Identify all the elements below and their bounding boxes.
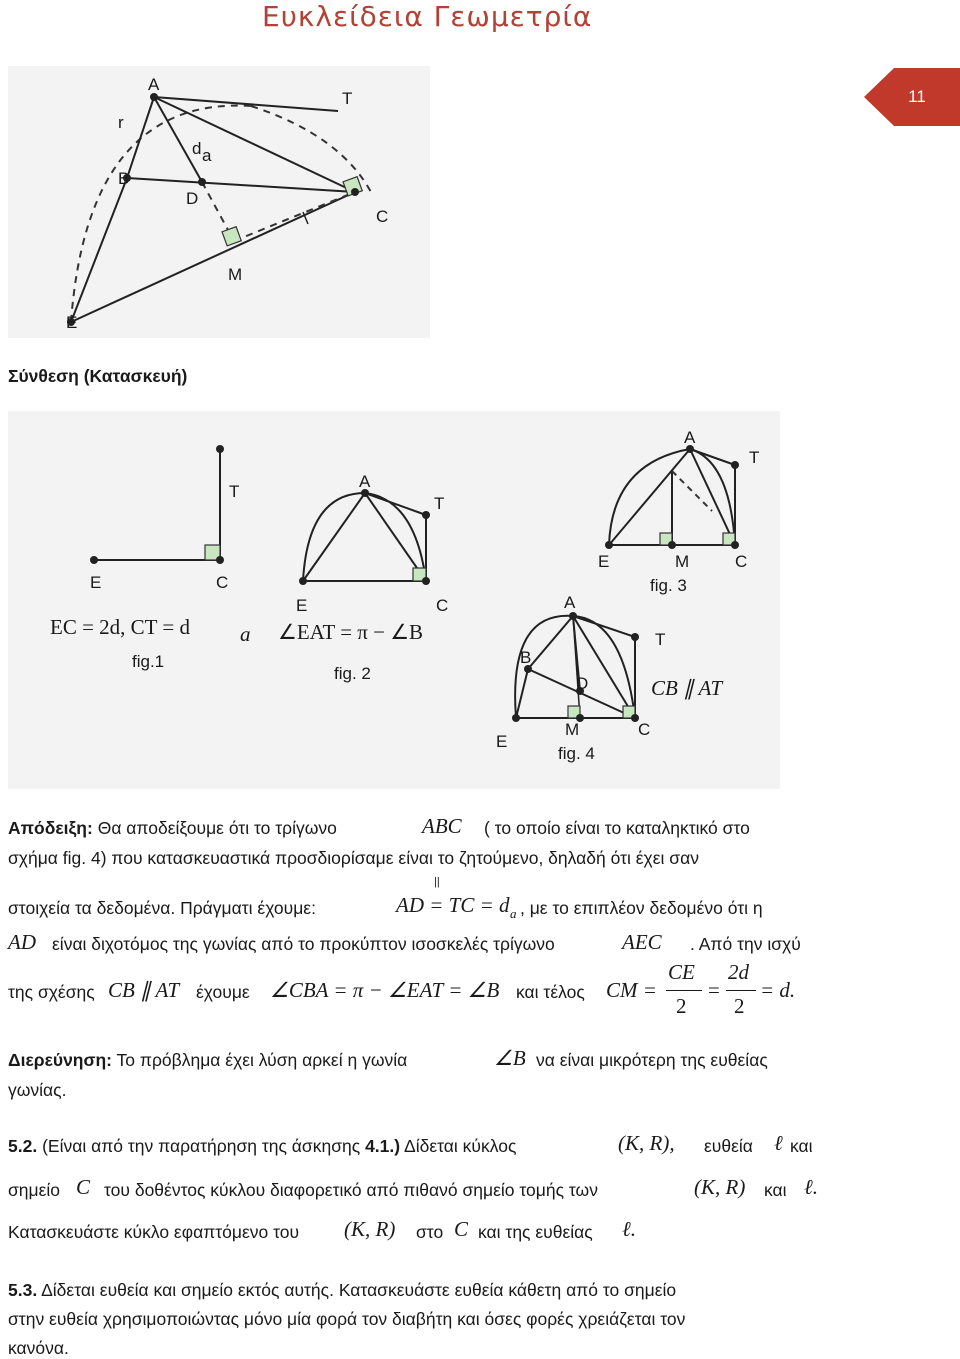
section-heading: Σύνθεση (Κατασκευή) (8, 366, 188, 386)
fig4-label-A: A (564, 593, 576, 612)
fig3-label-A: A (684, 428, 696, 447)
fraction2-bar (726, 990, 756, 991)
construction-figures (8, 411, 780, 789)
label-da-sub: a (202, 146, 212, 165)
ex52-text6: του δοθέντος κύκλου διαφορετικό από πιθανό σημείο τομής των (104, 1180, 598, 1200)
page-number: 11 (908, 87, 926, 106)
proof-label: Απόδειξη: (8, 818, 93, 838)
proof-line4-math: AD (8, 930, 36, 954)
ex52-text2: Δίδεται κύκλος (404, 1136, 517, 1156)
ex53-text1: Δίδεται ευθεία και σημείο εκτός αυτής. Κατασκευάστε ευθεία κάθετη από το σημείο (41, 1280, 677, 1300)
fraction1-denominator: 2 (676, 994, 687, 1018)
proof-line3-math: AD = TC = d (396, 893, 510, 917)
fig4-point-A (569, 612, 577, 620)
fig3-point-M (668, 541, 676, 549)
proof-line1-a: Θα αποδείξουμε ότι το τρίγωνο (97, 818, 337, 838)
fraction2-numerator: 2d (728, 960, 749, 984)
equals-sign: = (708, 978, 720, 1002)
label-A: A (148, 75, 160, 94)
fig1-formula: EC = 2d, CT = d (50, 615, 190, 639)
fig4-caption: fig. 4 (558, 744, 595, 763)
fig2-formula: ∠EAT = π − ∠B (278, 620, 424, 644)
fig3-label-E: E (598, 552, 610, 571)
proof-line5-end: = d. (760, 978, 796, 1002)
proof-line5-math: CB ∥ AT (108, 978, 180, 1002)
proof-parallel-mark: || (434, 876, 440, 888)
segment-AC (154, 97, 355, 192)
fig1-formula-sub: a (240, 622, 251, 646)
fig2-point-E (299, 577, 307, 585)
label-T: T (342, 89, 353, 108)
fig4-label-B: B (520, 648, 532, 667)
fig3-point-C (731, 541, 739, 549)
proof-line2: σχήμα fig. 4) που κατασκευαστικά προσδιορίσαμε είναι το ζητούμενο, δηλαδή ότι έχει σαν (8, 848, 699, 868)
label-M: M (228, 265, 243, 284)
page-header-title: Ευκλείδεια Γεωμετρία (262, 0, 593, 33)
ex53-text2: στην ευθεία χρησιμοποιώντας μόνο μία φορά τον διαβήτη και όσες φορές χρειάζεται τον (8, 1309, 686, 1329)
fig4-segment-AB (528, 616, 573, 669)
discussion-math: ∠B (494, 1046, 526, 1070)
proof-line4-math2: AEC (622, 930, 662, 954)
segment-MC (234, 192, 355, 241)
discussion-text3: γωνίας. (8, 1080, 67, 1100)
fig4-label-M: M (565, 720, 580, 739)
fig3-label-M: M (675, 552, 690, 571)
ex52-text8: Κατασκευάστε κύκλο εφαπτόμενο του (8, 1222, 300, 1242)
ex52-math5: ℓ. (804, 1175, 818, 1199)
ex52-text4: και (790, 1136, 813, 1156)
fig1-point-C (216, 556, 224, 564)
segment-AT (154, 97, 338, 111)
fig1-point-E (90, 556, 98, 564)
fig1-label-C: C (216, 573, 229, 592)
point-A (150, 93, 158, 101)
discussion-text2: να είναι μικρότερη της ευθείας (536, 1050, 768, 1070)
label-E: E (66, 313, 78, 332)
label-r: r (118, 113, 124, 132)
ex52-text3: ευθεία (704, 1136, 753, 1156)
fig2-point-C (422, 577, 430, 585)
point-C (351, 188, 359, 196)
fig4-label-T: T (655, 630, 666, 649)
proof-line3-b: , με το επιπλέον δεδομένο ότι η (520, 898, 763, 918)
ex52-math6: (K, R) (344, 1217, 396, 1241)
fig3-label-T: T (749, 448, 760, 467)
fig4-formula: CB ∥ AT (651, 676, 723, 700)
fig4-segment-BE (516, 669, 528, 718)
ex52-text7: και (764, 1180, 787, 1200)
discussion-text1: Το πρόβλημα έχει λύση αρκεί η γωνία (116, 1050, 408, 1070)
fig4-label-C: C (638, 720, 651, 739)
ex53-text3: κανόνα. (8, 1338, 69, 1358)
segment-BC (127, 178, 355, 192)
ex52-text9: στο (416, 1222, 444, 1242)
fig2-label-A: A (359, 472, 371, 491)
circle-arc-left (71, 106, 251, 322)
fig2-arc (303, 493, 426, 581)
proof-line1-b: ( το οποίο είναι το καταληκτικό στο (484, 818, 750, 838)
fig2-segment-AT (365, 493, 426, 515)
fig3-label-C: C (735, 552, 748, 571)
fig1-label-T: T (229, 482, 240, 501)
top-figure-drawing (8, 66, 430, 338)
proof-line5-c: και τέλος (516, 982, 585, 1002)
ex53-number: 5.3. (8, 1280, 38, 1300)
fig3-dashed-line (672, 471, 712, 511)
discussion-label: Διερεύνηση: (8, 1050, 112, 1070)
ex52-math2: ℓ (774, 1131, 783, 1155)
fig4-point-T (631, 633, 639, 641)
ex52-math1: (K, R), (618, 1131, 675, 1155)
fig4-segment-AM (573, 616, 580, 718)
right-angle-marker-M (222, 227, 241, 246)
fig4-point-E (512, 714, 520, 722)
fig2-point-T (422, 511, 430, 519)
fig2-label-E: E (296, 596, 308, 615)
ex52-text5: σημείο (8, 1180, 61, 1200)
ex52-reference: 4.1.) (365, 1136, 401, 1156)
fig4-label-D: D (576, 674, 589, 693)
proof-line4-a: είναι διχοτόμος της γωνίας από το προκύπτον ισοσκελές τρίγωνο (52, 934, 555, 954)
proof-line5-b: έχουμε (196, 982, 250, 1002)
fig4-label-E: E (496, 732, 508, 751)
proof-line1-math: ABC (422, 814, 462, 838)
construction-figures-drawing (8, 411, 780, 789)
proof-line3-sub: a (510, 906, 517, 921)
fig1-caption: fig.1 (132, 652, 165, 671)
fig2-label-C: C (436, 596, 449, 615)
ex52-number: 5.2. (8, 1136, 38, 1156)
ex52-text10: και της ευθείας (478, 1222, 593, 1242)
ex52-math4: (K, R) (694, 1175, 746, 1199)
fraction1-numerator: CE (668, 960, 695, 984)
fig2-label-T: T (434, 494, 445, 513)
label-B: B (118, 169, 130, 188)
ex52-math7: C (454, 1217, 469, 1241)
fig3-point-T (731, 461, 739, 469)
proof-line5-math2: ∠CBA = π − ∠EAT = ∠B (270, 978, 500, 1002)
fig3-point-E (605, 541, 613, 549)
proof-line3-a: στοιχεία τα δεδομένα. Πράγματι έχουμε: (8, 898, 316, 918)
proof-line5-a: της σχέσης (8, 982, 95, 1002)
fig2-segment-EA (303, 493, 365, 581)
ex52-math8: ℓ. (622, 1217, 636, 1241)
fig2-caption: fig. 2 (334, 664, 371, 683)
proof-line4-b: . Από την ισχύ (690, 934, 801, 954)
label-C: C (376, 207, 389, 226)
fig1-point-T (216, 445, 224, 453)
top-figure (8, 66, 430, 338)
point-D (198, 178, 206, 186)
fig1-label-E: E (90, 573, 102, 592)
fig4-segment-AT (573, 616, 635, 637)
proof-line5-math3: CM = (606, 978, 657, 1002)
ex52-math3: C (76, 1175, 91, 1199)
fraction2-denominator: 2 (734, 994, 745, 1018)
fig3-caption: fig. 3 (650, 576, 687, 595)
segment-AB (127, 97, 154, 178)
label-da: d (192, 139, 202, 158)
page-number-badge (864, 68, 960, 126)
ex52-text1: (Είναι από την παρατήρηση της άσκησης (42, 1136, 361, 1156)
fraction1-bar (666, 990, 702, 991)
label-D: D (186, 189, 199, 208)
